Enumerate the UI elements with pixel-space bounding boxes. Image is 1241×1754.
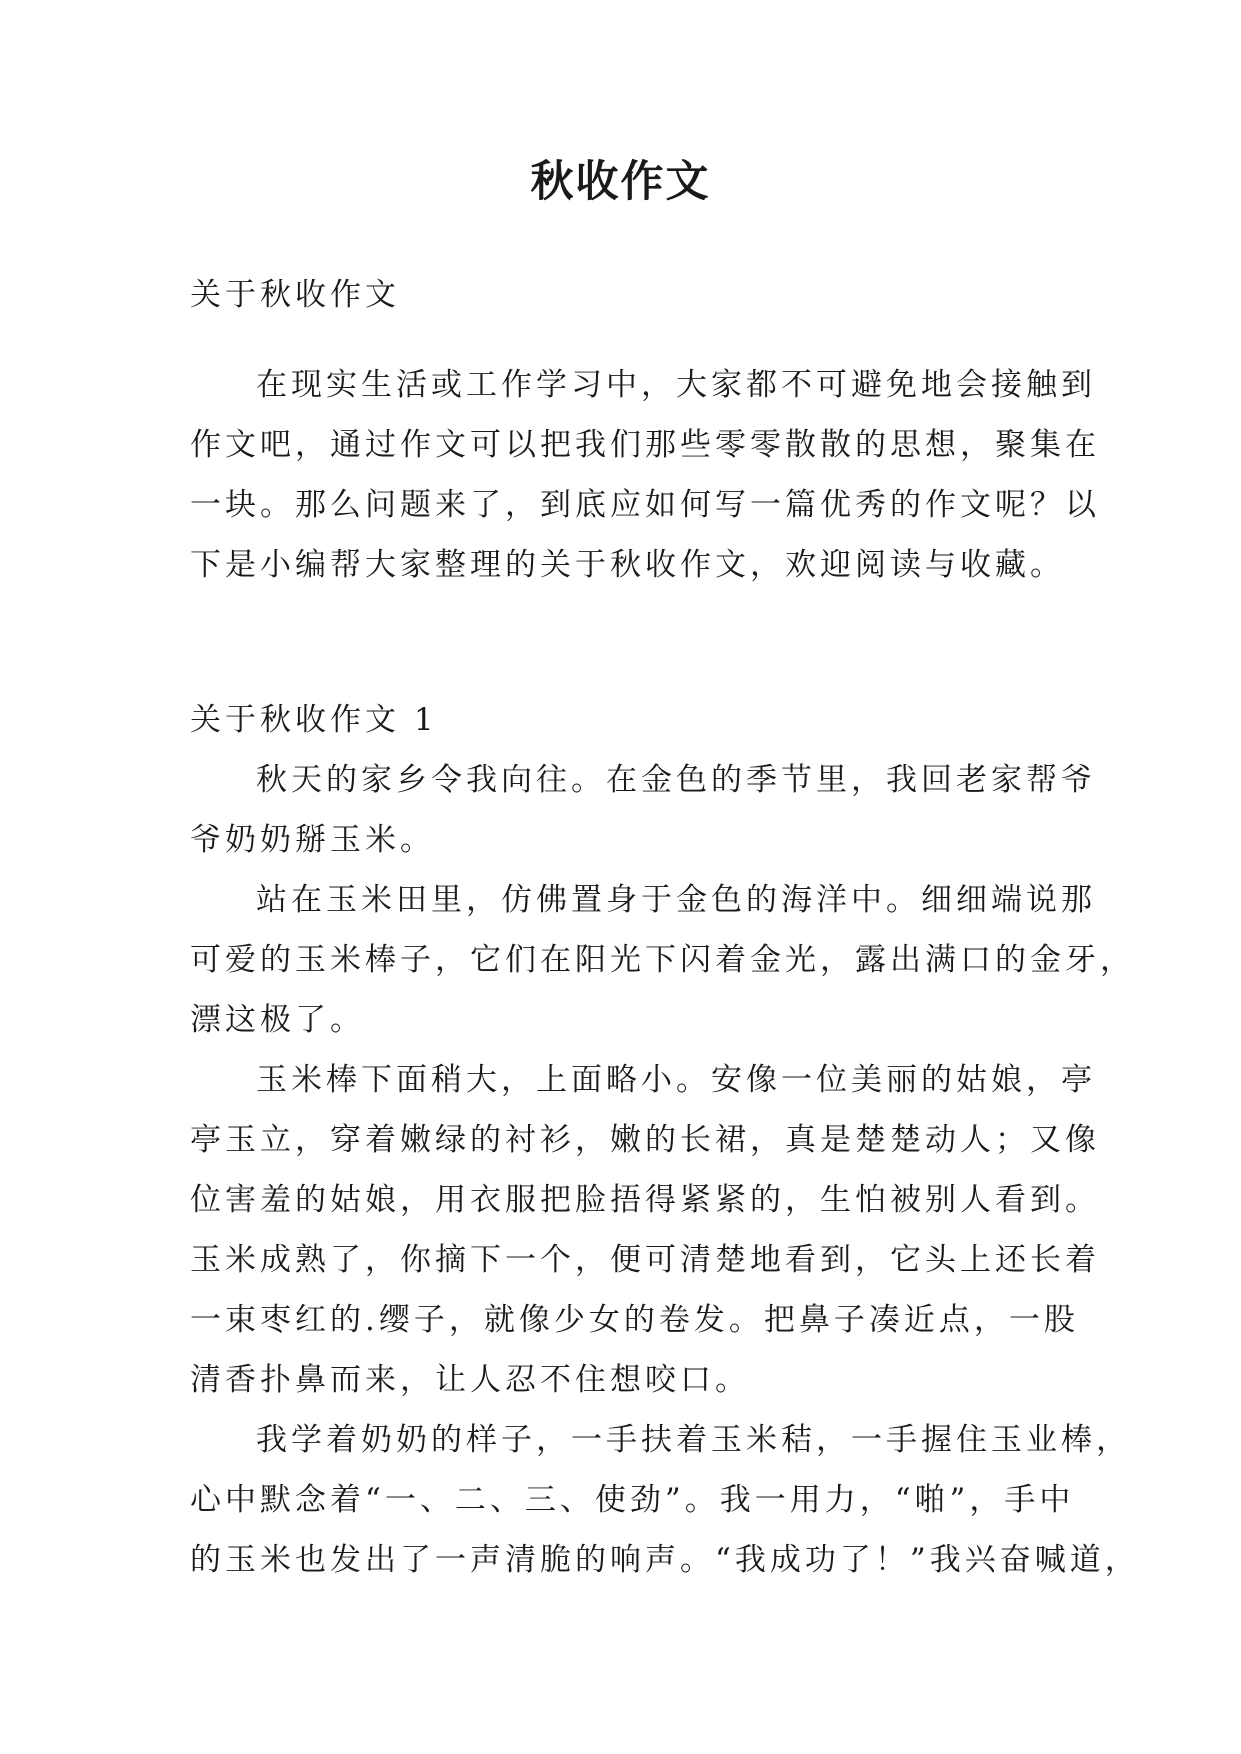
body-line: 漂这极了。 xyxy=(190,1002,365,1038)
intro-line: 在现实生活或工作学习中，大家都不可避免地会接触到 xyxy=(256,367,1096,403)
body-line: 玉米成熟了，你摘下一个，便可清楚地看到，它头上还长着 xyxy=(190,1242,1100,1278)
body-line: 一束枣红的.缨子，就像少女的卷发。把鼻子凑近点，一股 xyxy=(190,1302,1079,1338)
body-line: 玉米棒下面稍大，上面略小。安像一位美丽的姑娘，亭 xyxy=(256,1062,1096,1098)
body-line: 秋天的家乡令我向往。在金色的季节里，我回老家帮爷 xyxy=(256,762,1096,798)
subtitle-text: 关于秋收作文 xyxy=(190,277,400,313)
body-line: 可爱的玉米棒子，它们在阳光下闪着金光，露出满口的金牙， xyxy=(190,942,1135,978)
body-line: 我学着奶奶的样子，一手扶着玉米秸，一手握住玉业棒， xyxy=(256,1422,1131,1458)
intro-line: 作文吧，通过作文可以把我们那些零零散散的思想，聚集在 xyxy=(190,427,1100,463)
body-line: 清香扑鼻而来，让人忍不住想咬口。 xyxy=(190,1362,750,1398)
intro-paragraph xyxy=(190,355,1100,595)
body-line: 心中默念着“一、二、三、使劲”。我一用力，“啪”，手中 xyxy=(190,1482,1075,1518)
essay-body xyxy=(190,750,1140,1590)
document-subtitle xyxy=(190,265,1070,325)
intro-line: 一块。那么问题来了，到底应如何写一篇优秀的作文呢？以 xyxy=(190,487,1100,523)
body-line: 爷奶奶掰玉米。 xyxy=(190,822,435,858)
section-heading xyxy=(190,690,1070,750)
body-line: 位害羞的姑娘，用衣服把脸捂得紧紧的，生怕被别人看到。 xyxy=(190,1182,1100,1218)
intro-line: 下是小编帮大家整理的关于秋收作文，欢迎阅读与收藏。 xyxy=(190,547,1065,583)
section-heading-text: 关于秋收作文 1 xyxy=(190,702,438,738)
body-line: 的玉米也发出了一声清脆的响声。“我成功了！”我兴奋喊道， xyxy=(190,1542,1140,1578)
body-line: 亭玉立，穿着嫩绿的衬衫，嫩的长裙，真是楚楚动人；又像 xyxy=(190,1122,1100,1158)
body-line: 站在玉米田里，仿佛置身于金色的海洋中。细细端说那 xyxy=(256,882,1096,918)
document-title: 秋收作文 xyxy=(530,157,711,207)
